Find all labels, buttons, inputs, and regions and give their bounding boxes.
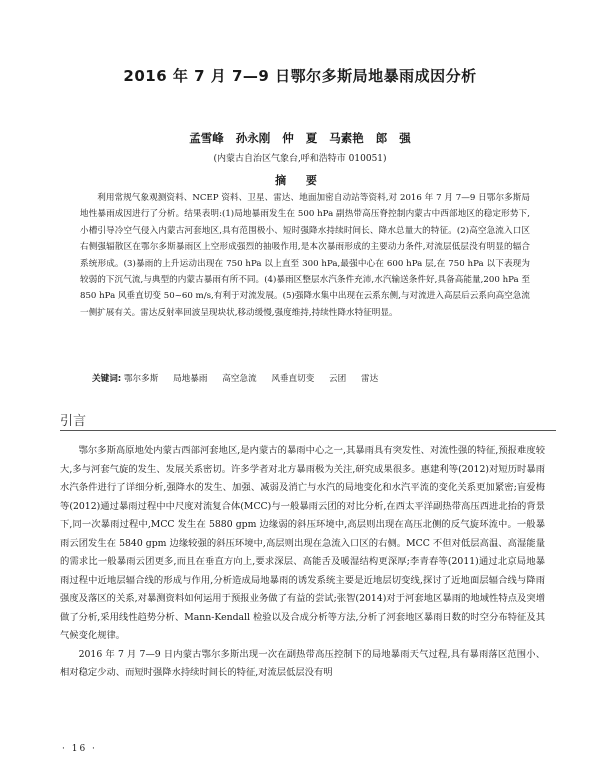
affiliation: (内蒙古自治区气象台,呼和浩特市 010051) — [213, 154, 387, 164]
author-list: 孟雪峰 孙永刚 仲 夏 马素艳 郎 强 — [189, 131, 411, 145]
body-text — [60, 442, 545, 683]
page-number: · 16 · — [62, 744, 97, 754]
keyword: 局地暴雨 — [173, 374, 208, 384]
keywords-label: 关键词: — [92, 374, 122, 384]
keywords — [92, 372, 532, 386]
keyword: 高空急流 — [222, 374, 257, 384]
keyword: 鄂尔多斯 — [123, 374, 159, 384]
section-divider — [60, 430, 556, 431]
body-paragraph: 2016 年 7 月 7—9 日内蒙古鄂尔多斯出现一次在副热带高压控制下的局地暴雨天气过程,具有暴雨落区范围小、相对稳定少动、而短时强降水持续时间长的特征,对流层低层没有明 — [60, 648, 545, 678]
keyword: 雷达 — [360, 374, 379, 384]
paper-title: 2016 年 7 月 7—9 日鄂尔多斯局地暴雨成因分析 — [123, 67, 477, 85]
body-paragraph: 鄂尔多斯高原地处内蒙古西部河套地区,是内蒙古的暴雨中心之一,其暴雨具有突发性、对流性强的特征,预报难度较大,多与河套气旋的发生、发展关系密切。许多学者对北方暴雨极为关注,研究成果很多。惠建利等(2012)对短历时暴雨水汽条件进行了详细分析,强降水的发生、加强、减弱及消亡与水汽的局地变化和水汽平流的变化关系更加紧密;盲爱梅等(2012)通过暴雨过程中中尺度对流复合体(MCC)与一般暴雨云团的对比分析,在西太平洋副热带高压西进北抬的背景下,同一次暴雨过程中,MCC 发生在 5880 gpm 边缘弱的斜压环境中,高层则出现在高压北侧的反气旋环流中。一般暴雨云团发生在 5840 gpm 边缘较强的斜压环境中,高层则出现在急流入口区的右侧。MCC 不但对低层高温、高湿能量的需求比一般暴雨云团更多,而且在垂直方向上,要求深层、高能舌及暖湿结构更深厚;李青春等(2011)通过北京局地暴雨过程中近地层辐合线的形成与作用,分析造成局地暴雨的诱发系统主要是近地层切变线,探讨了近地面层辐合线与降雨强度及落区的关系,对暴测资料如何运用于预报业务做了有益的尝试;张智(2014)对于河套地区暴雨的地域性特点及突增做了分析,采用线性趋势分析、Mann-Kendall 检验以及合成分析等方法,分析了河套地区暴雨日数的时空分布特征及其气候变化规律。 — [60, 445, 545, 641]
keyword: 风垂直切变 — [271, 374, 315, 384]
abstract-text: 利用常规气象观测资料、NCEP 资料、卫星、雷达、地面加密自动站等资料,对 2016 年 7 月 7—9 日鄂尔多斯局地性暴雨成因进行了分析。结果表明:(1)局地暴雨发生在 500 hPa 副热带高压脊控制内蒙古中西部地区的稳定形势下,小槽引导冷空气侵入内蒙古河套地区,具有范围极小、短时强降水持续时间长、降水总量大的特征。(2)高空急流入口区右侧强辐散区在鄂尔多斯暴雨区上空形成强烈的抽吸作用,是本次暴雨形成的主要动力条件,对流层低层没有明显的辐合系统形成。(3)暴雨的上升运动出现在 750 hPa 以上直至 300 hPa,最强中心在 600 hPa 层,在 750 hPa 以下表现为较弱的下沉气流,与典型的内蒙古暴雨有所不同。(4)暴雨区整层水汽条件充沛,水汽输送条件好,具备高能量,200 hPa 至 850 hPa 风垂直切变 50~60 m/s,有利于对流发展。(5)强降水集中出现在云系东侧,与对流进入高层后云系向高空急流一侧扩展有关。雷达反射率回波呈现块状,移动缓慢,强度维持,持续性降水特征明显。 — [80, 193, 530, 318]
section-heading-intro: 引言 — [60, 414, 87, 429]
abstract-heading: 摘 要 — [275, 174, 325, 187]
keyword: 云团 — [329, 374, 347, 384]
